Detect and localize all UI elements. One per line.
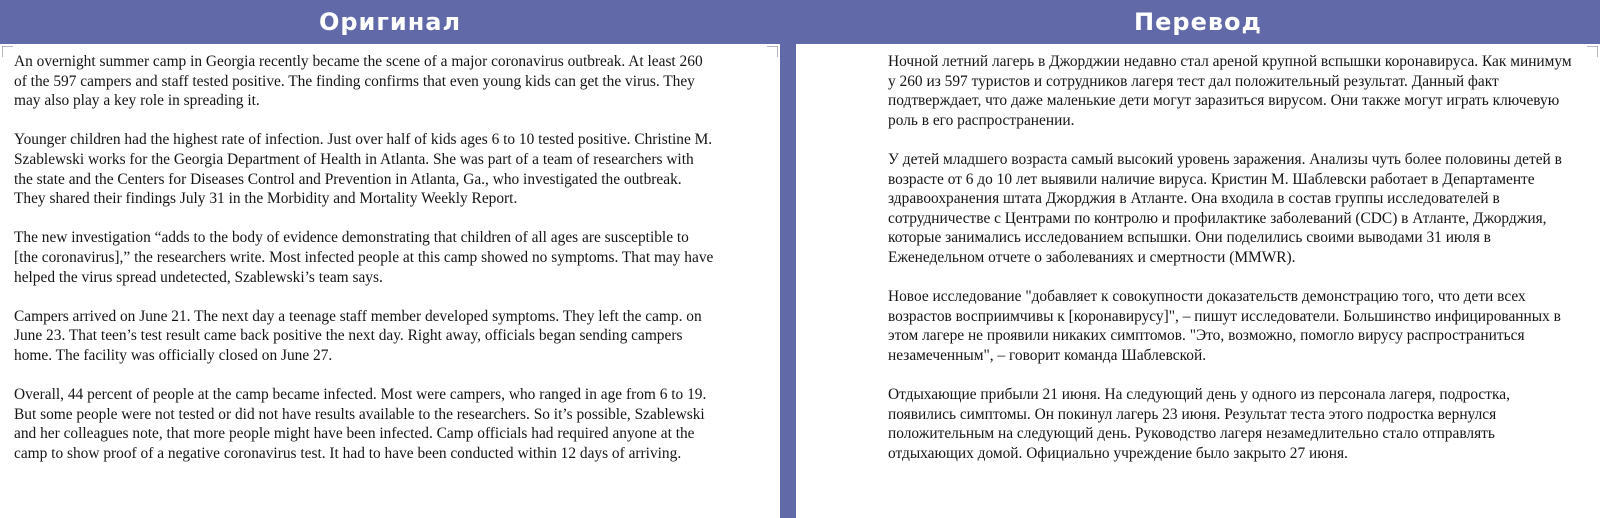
translation-header: Перевод — [1134, 8, 1262, 36]
original-header: Оригинал — [318, 8, 462, 36]
page-corner-mark — [2, 46, 13, 57]
translation-text — [888, 52, 1578, 483]
translation-panel[interactable] — [796, 44, 1600, 518]
original-paragraph-5: Overall, 44 percent of people at the camp became infected. Most were campers, who ranged in age from 6 to 19. But some people were not tested or did not have results available to the researchers. So it’s possible, Szablewski and her colleagues note, that more people might have been infected. Camp officials had required anyone at the camp to show proof of a negative coronavirus test. It had to have been conducted within 12 days of arriving. — [14, 386, 707, 462]
original-paragraph-1: An overnight summer camp in Georgia recently became the scene of a major coronavirus outbreak. At least 260 of the 597 campers and staff tested positive. The finding confirms that even young kids can get the virus. They may also play a key role in spreading it. — [14, 53, 703, 110]
translation-paragraph-2: У детей младшего возраста самый высокий уровень заражения. Анализы чуть более половины детей в возрасте от 6 до 10 лет выявили наличие вируса. Кристин М. Шаблевски работает в Департаменте здравоохранения штата Джорджия в Атланте. Она входила в состав группы исследователей в сотрудничестве с Центрами по контролю и профилактике заболеваний (CDC) в Атланте, Джорджия, которые занимались исследованием вспышки. Они поделились своими выводами 31 июля в Еженедельном отчете о заболеваниях и смертности (MMWR). — [888, 150, 1562, 266]
translation-paragraph-1: Ночной летний лагерь в Джорджии недавно стал ареной крупной вспышки коронавируса. Как минимум у 260 из 597 туристов и сотрудников лагеря тест дал положительный результат. Данный факт подтверждает, что даже маленькие дети могут заразиться вирусом. Они также могут играть ключевую роль в его распространении. — [888, 53, 1572, 129]
translation-paragraph-3: Новое исследование "добавляет к совокупности доказательств демонстрацию того, что дети всех возрастов восприимчивы к [коронавирусу]", – пишут исследователи. Большинство инфицированных в этом лагере не проявили никаких симптомов. "Это, возможно, помогло вирусу распространиться незамеченным", – говорит команда Шаблевской. — [888, 288, 1561, 364]
page-corner-mark — [1587, 46, 1598, 57]
original-paragraph-2: Younger children had the highest rate of infection. Just over half of kids ages 6 to 10 tested positive. Christine M. Szablewski works for the Georgia Department of Health in Atlanta. She was part of a team of researchers with the state and the Centers for Diseases Control and Prevention in Atlanta, Ga., who investigated the outbreak. They shared their findings July 31 in the Morbidity and Mortality Weekly Report. — [14, 131, 713, 208]
original-paragraph-4: Campers arrived on June 21. The next day a teenage staff member developed symptoms. They left the camp. on June 23. That teen’s test result came back positive the next day. Right away, officials began sending campers home. The facility was officially closed on June 27. — [14, 307, 702, 364]
original-text — [14, 52, 714, 483]
translation-paragraph-4: Отдыхающие прибыли 21 июня. На следующий день у одного из персонала лагеря, подростка, появились симптомы. Он покинул лагерь 23 июня. Результат теста этого подростка вернулся положительным на следующий день. Руководство лагеря незамедлительно стало отправлять отдыхающих домой. Официально учреждение было закрыто 27 июня. — [888, 386, 1510, 462]
original-panel[interactable] — [0, 44, 780, 518]
original-paragraph-3: The new investigation “adds to the body of evidence demonstrating that children of all ages are susceptible to [the coronavirus],” the researchers write. Most infected people at this camp showed no symptoms. That may have helped the virus spread undetected, Szablewski’s team says. — [14, 229, 714, 286]
page-corner-mark — [767, 46, 778, 57]
